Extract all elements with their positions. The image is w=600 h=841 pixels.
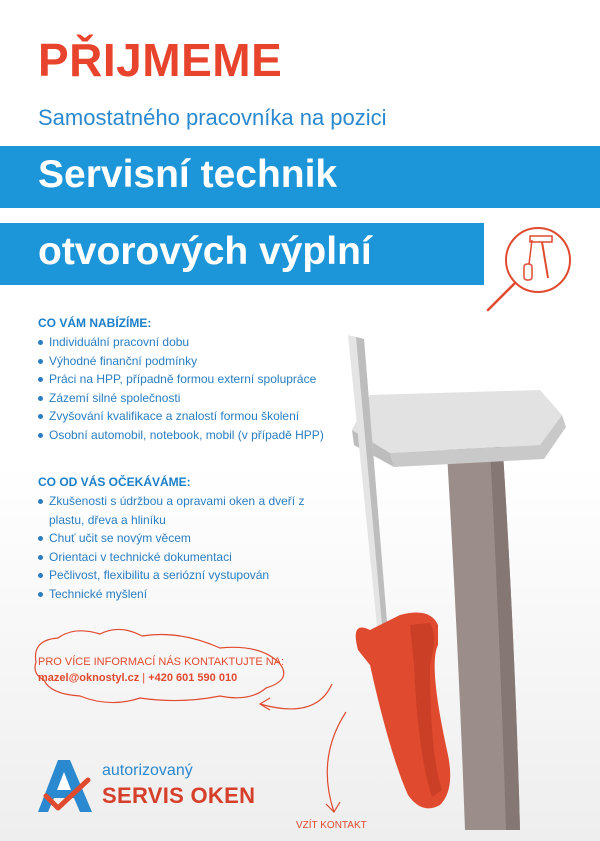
- call-to-action: VZÍT KONTAKT: [296, 820, 367, 831]
- contact-label: PRO VÍCE INFORMACÍ NÁS KONTAKTUJTE NA:: [38, 656, 285, 668]
- contact-line: [38, 672, 284, 684]
- expect-item: Technické myšlení: [38, 585, 324, 604]
- logo-small-text: autorizovaný: [102, 762, 193, 779]
- offer-item: Zvyšování kvalifikace a znalostí formou školení: [38, 407, 324, 426]
- page-title: PŘIJMEME: [38, 34, 283, 86]
- servis-oken-logo: [38, 756, 268, 816]
- magnifier-tools-icon: [482, 222, 582, 322]
- logo-big-text: SERVIS OKEN: [102, 783, 256, 808]
- position-title-line-1: Servisní technik: [0, 146, 600, 208]
- expect-item: Chuť učit se novým věcem: [38, 529, 324, 548]
- page-subtitle: Samostatného pracovníka na pozici: [38, 105, 387, 130]
- offer-item: Individuální pracovní dobu: [38, 333, 324, 352]
- offer-item: Osobní automobil, notebook, mobil (v případě HPP): [38, 426, 324, 445]
- contact-email[interactable]: mazel@oknostyl.cz: [38, 672, 140, 684]
- offer-item: Práci na HPP, případně formou externí spolupráce: [38, 370, 324, 389]
- arrow-down-icon: [310, 708, 360, 818]
- offer-item: Výhodné finanční podmínky: [38, 352, 324, 371]
- logo-a-mark-icon: [38, 758, 94, 814]
- contact-phone[interactable]: +420 601 590 010: [148, 672, 238, 684]
- expect-item: Pečlivost, flexibilitu a seriózní vystupován: [38, 566, 324, 585]
- contact-box: [30, 622, 292, 708]
- expect-item: Zkušenosti s údržbou a opravami oken a dveří z plastu, dřeva a hliníku: [38, 492, 324, 529]
- hammer-screwdriver-illustration: [330, 335, 590, 835]
- expect-heading: CO OD VÁS OČEKÁVÁME:: [38, 475, 191, 489]
- offer-heading: CO VÁM NABÍZÍME:: [38, 316, 152, 330]
- expect-section: [38, 475, 324, 603]
- offer-item: Zázemí silné společnosti: [38, 389, 324, 408]
- expect-item: Orientaci v technické dokumentaci: [38, 548, 324, 567]
- offer-section: [38, 316, 324, 444]
- position-title-line-2: otvorových výplní: [0, 223, 484, 285]
- contact-separator: |: [142, 672, 146, 684]
